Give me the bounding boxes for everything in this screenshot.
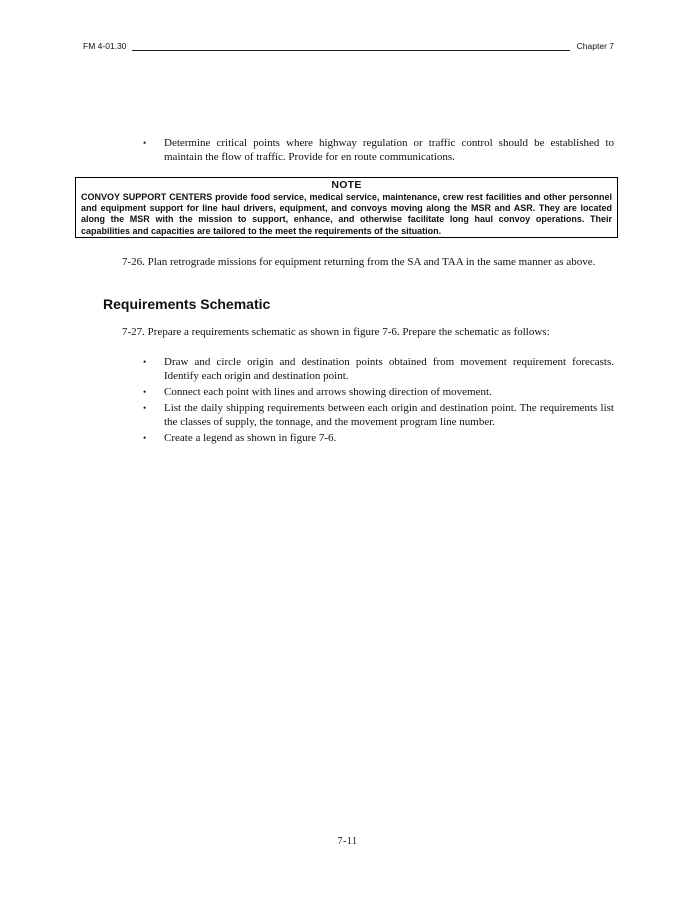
list-item xyxy=(143,385,614,399)
critical-points-list xyxy=(143,136,614,164)
list-item-text: Determine critical points where highway regulation or traffic control should be established to maintain the flow of traffic. Provide for en route communications. xyxy=(164,137,614,163)
section-heading: Requirements Schematic xyxy=(103,296,271,312)
list-item-text: Draw and circle origin and destination points obtained from movement requirement forecasts. Identify each origin and destination point. xyxy=(164,356,614,382)
paragraph-7-26: 7-26. Plan retrograde missions for equipment returning from the SA and TAA in the same manner as above. xyxy=(122,256,596,268)
bullet-icon: • xyxy=(143,357,147,367)
header-manual-id: FM 4-01.30 xyxy=(83,41,127,51)
list-item xyxy=(143,355,614,383)
list-item-text: Create a legend as shown in figure 7-6. xyxy=(164,432,337,444)
header-chapter: Chapter 7 xyxy=(576,41,614,51)
header-rule xyxy=(132,50,570,51)
note-box xyxy=(75,177,618,238)
list-item xyxy=(143,136,614,164)
list-item xyxy=(143,431,614,445)
note-title: NOTE xyxy=(331,179,362,191)
page-header xyxy=(83,40,614,54)
bullet-icon: • xyxy=(143,138,147,148)
note-body xyxy=(81,192,612,237)
note-text: provide food service, medical service, maintenance, crew rest facilities and other personnel and equipment support for line haul drivers, equipment, and convoys moving along the MSR and ASR. They are located along the MSR with the mission to support, enhance, and otherwise facilitate long haul convoy operations. Their capabilities and capacities are tailored to the meet the requirements of the situation. xyxy=(81,192,612,236)
bullet-icon: • xyxy=(143,433,147,443)
paragraph-7-27: 7-27. Prepare a requirements schematic as shown in figure 7-6. Prepare the schematic as follows: xyxy=(122,326,550,338)
list-item xyxy=(143,401,614,429)
note-lead: CONVOY SUPPORT CENTERS xyxy=(81,192,213,202)
bullet-icon: • xyxy=(143,403,147,413)
bullet-icon: • xyxy=(143,387,147,397)
page-number: 7-11 xyxy=(337,836,358,847)
list-item-text: Connect each point with lines and arrows showing direction of movement. xyxy=(164,386,492,398)
list-item-text: List the daily shipping requirements between each origin and destination point. The requirements list the classes of supply, the tonnage, and the movement program line number. xyxy=(164,402,614,428)
schematic-steps-list xyxy=(143,355,614,447)
